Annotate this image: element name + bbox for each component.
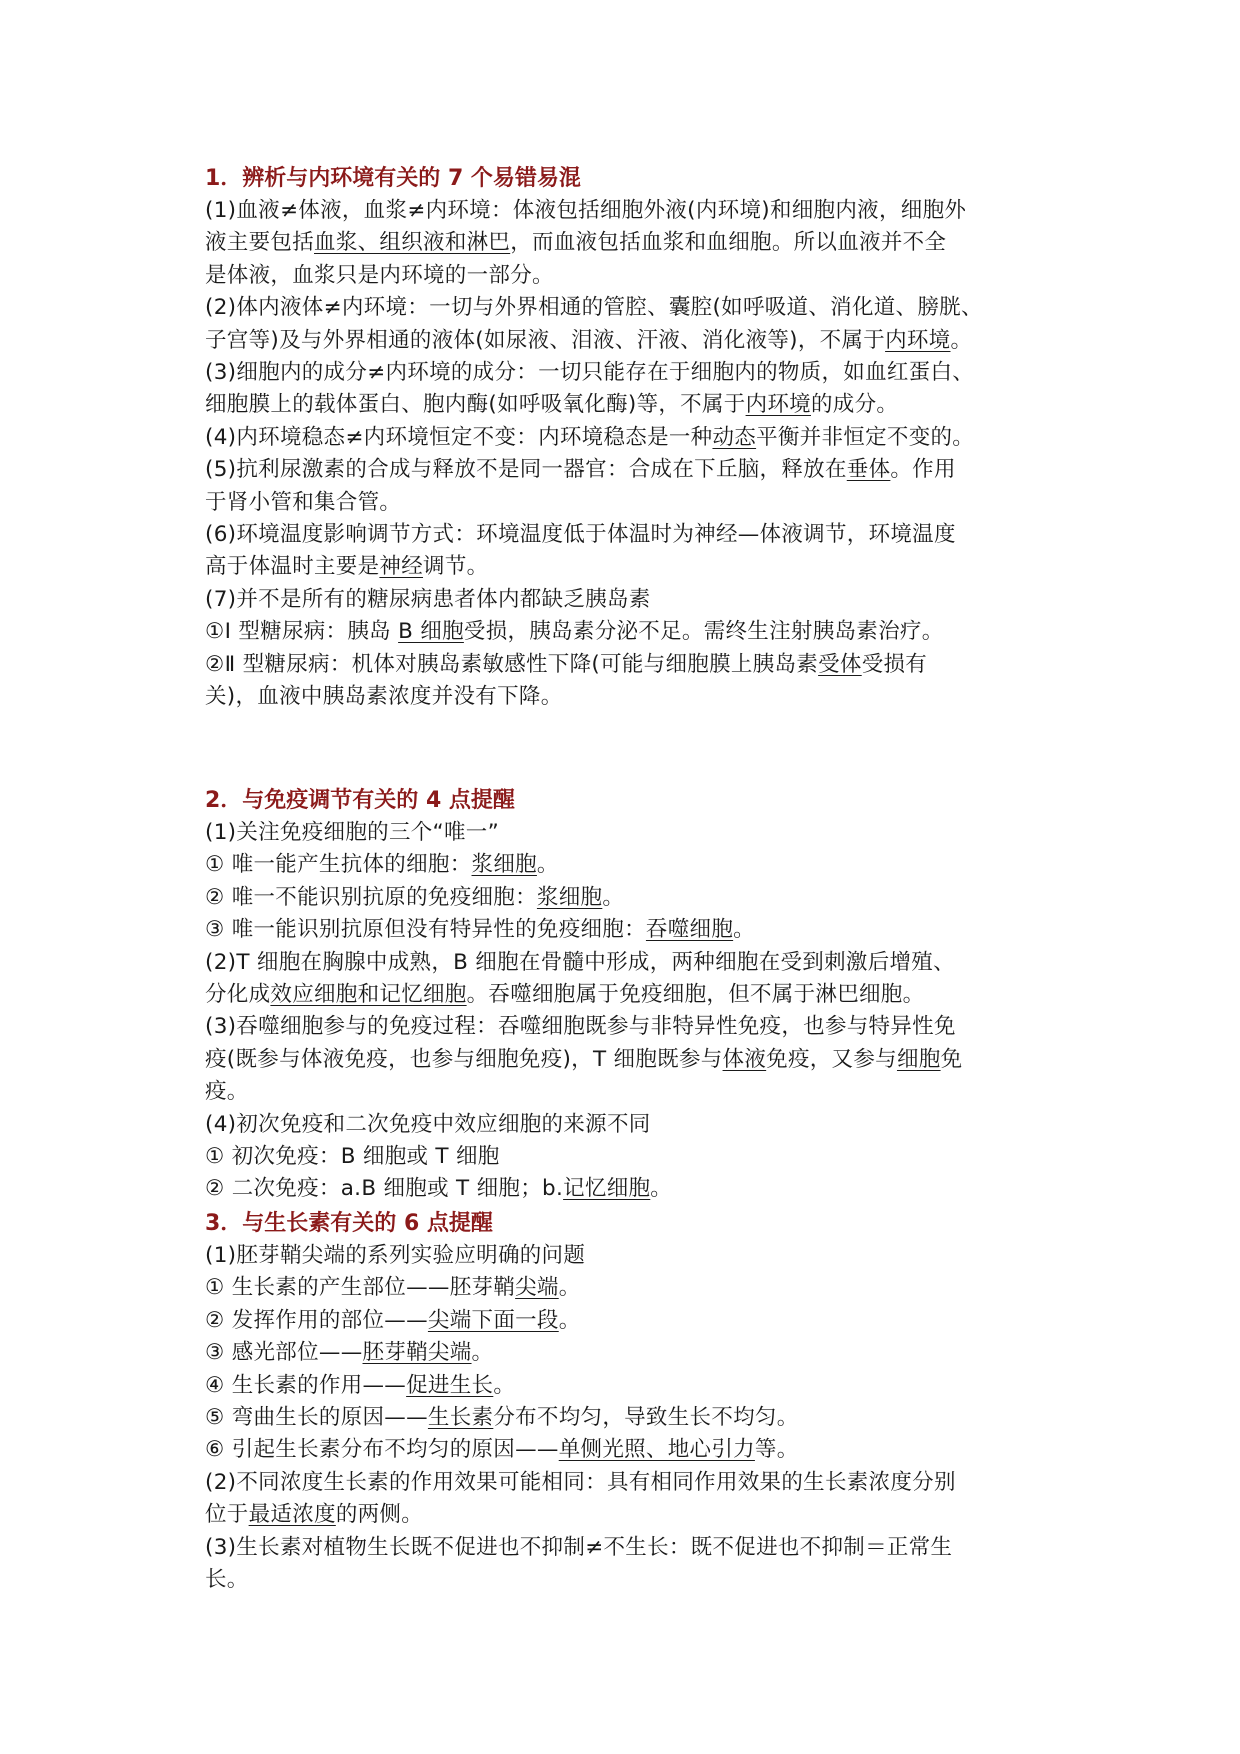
text-line <box>205 1305 1065 1337</box>
section-1 <box>205 163 1065 714</box>
underlined-answer: 胚芽鞘尖端 <box>362 1340 472 1366</box>
text-segment: 的成分。 <box>810 392 899 418</box>
underlined-answer: 浆细胞 <box>536 884 603 910</box>
text-segment: ②Ⅱ 型糖尿病：机体对胰岛素敏感性下降(可能与细胞膜上胰岛素 <box>205 651 819 677</box>
underlined-answer: 生长素 <box>427 1405 494 1431</box>
underlined-answer: 单侧光照、地心引力 <box>558 1437 755 1463</box>
text-segment: ① 唯一能产生抗体的细胞： <box>205 852 472 878</box>
text-segment: ⑤ 弯曲生长的原因—— <box>205 1405 428 1431</box>
text-segment: 。 <box>493 1372 516 1398</box>
text-line <box>205 1109 1065 1141</box>
text-segment: 的两侧。 <box>335 1502 424 1528</box>
underlined-answer: 尖端下面一段 <box>427 1307 559 1333</box>
text-segment: (1)血液≠体液，血浆≠内环境：体液包括细胞外液(内环境)和细胞内液，细胞外 <box>205 198 967 223</box>
text-line <box>205 681 1065 713</box>
underlined-answer: 吞噬细胞 <box>645 917 734 943</box>
text-segment: ② 二次免疫：a.B 细胞或 T 细胞；b. <box>205 1176 564 1202</box>
underlined-answer: 记忆细胞 <box>563 1176 651 1202</box>
underlined-answer: 内环境 <box>885 327 951 353</box>
text-segment: (2)体内液体≠内环境：一切与外界相通的管腔、囊腔(如呼吸道、消化道、膀胱、 <box>205 295 983 321</box>
text-segment: (5)抗利尿激素的合成与释放不是同一器官：合成在下丘脑，释放在 <box>205 457 847 483</box>
underlined-answer: 受体 <box>818 651 862 677</box>
text-segment: (1)胚芽鞘尖端的系列实验应明确的问题 <box>205 1243 586 1268</box>
text-line <box>205 519 1065 551</box>
text-segment: 。 <box>558 1275 581 1301</box>
underlined-answer: 垂体 <box>846 457 891 483</box>
text-segment: 。 <box>471 1340 494 1366</box>
text-line <box>205 1044 1065 1076</box>
text-segment: 。 <box>602 884 625 910</box>
section-body <box>205 817 1065 1206</box>
text-segment: ① 初次免疫：B 细胞或 T 细胞 <box>205 1144 500 1170</box>
section-body <box>205 195 1065 714</box>
underlined-answer: 浆细胞 <box>471 852 537 878</box>
text-segment: 分化成 <box>205 982 271 1008</box>
section-2 <box>205 785 1065 1206</box>
text-segment: 免疫，又参与 <box>766 1046 897 1072</box>
text-line <box>205 1467 1065 1499</box>
text-line <box>205 487 1065 519</box>
text-segment: 。吞噬细胞属于免疫细胞，但不属于淋巴细胞。 <box>466 982 925 1008</box>
text-line <box>205 817 1065 849</box>
text-line <box>205 849 1065 881</box>
text-segment: ④ 生长素的作用—— <box>205 1372 407 1398</box>
text-line <box>205 1337 1065 1369</box>
underlined-answer: 效应细胞和记忆细胞 <box>270 982 467 1008</box>
text-segment: 于肾小管和集合管。 <box>205 489 402 515</box>
text-segment: 长。 <box>205 1567 249 1593</box>
text-segment: (3)吞噬细胞参与的免疫过程：吞噬细胞既参与非特异性免疫，也参与特异性免 <box>205 1014 956 1040</box>
section-title: 2．与免疫调节有关的 4 点提醒 <box>205 788 515 813</box>
text-segment: 疫。 <box>205 1079 249 1105</box>
text-segment: 高于体温时主要是 <box>205 554 380 580</box>
text-segment: (3)细胞内的成分≠内环境的成分：一切只能存在于细胞内的物质，如血红蛋白、 <box>205 360 975 386</box>
text-line <box>205 882 1065 914</box>
text-line <box>205 1240 1065 1272</box>
text-line <box>205 584 1065 616</box>
text-line <box>205 422 1065 454</box>
text-segment: ② 发挥作用的部位—— <box>205 1307 428 1333</box>
text-line <box>205 1272 1065 1304</box>
text-segment: 分布不均匀，导致生长不均匀。 <box>493 1405 799 1431</box>
underlined-answer: 细胞 <box>896 1046 941 1072</box>
section-body <box>205 1240 1065 1596</box>
text-line <box>205 260 1065 292</box>
section-title: 3．与生长素有关的 6 点提醒 <box>205 1211 493 1236</box>
section-title: 1．辨析与内环境有关的 7 个易错易混 <box>205 166 581 191</box>
text-segment: ，而血液包括血浆和血细胞。所以血液并不全 <box>510 230 947 256</box>
text-line <box>205 551 1065 583</box>
text-segment: 位于 <box>205 1502 249 1528</box>
text-segment: 子宫等)及与外界相通的液体(如尿液、泪液、汗液、消化液等)，不属于 <box>205 327 886 353</box>
text-line <box>205 195 1065 227</box>
text-segment: 。 <box>950 327 973 353</box>
text-line <box>205 1532 1065 1564</box>
text-segment: 关)，血液中胰岛素浓度并没有下降。 <box>205 684 563 710</box>
text-segment: ①Ⅰ 型糖尿病：胰岛 <box>205 619 399 645</box>
text-segment: 受损有 <box>861 651 928 677</box>
underlined-answer: 促进生长 <box>406 1372 494 1398</box>
text-segment: ③ 唯一能识别抗原但没有特异性的免疫细胞： <box>205 917 646 943</box>
text-segment: 疫(既参与体液免疫，也参与细胞免疫)，T 细胞既参与 <box>205 1046 723 1072</box>
underlined-answer: 尖端 <box>515 1275 559 1301</box>
text-segment: 调节。 <box>423 554 489 580</box>
text-segment: (4)初次免疫和二次免疫中效应细胞的来源不同 <box>205 1111 651 1137</box>
text-segment: 免 <box>940 1046 963 1072</box>
text-segment: (4)内环境稳态≠内环境恒定不变：内环境稳态是一种 <box>205 424 713 450</box>
text-segment: 等。 <box>754 1437 799 1463</box>
text-segment: 。 <box>558 1307 581 1333</box>
text-line <box>205 389 1065 421</box>
text-line <box>205 649 1065 681</box>
text-line <box>205 1141 1065 1173</box>
text-segment: 液主要包括 <box>205 230 315 256</box>
text-line <box>205 1173 1065 1205</box>
text-line <box>205 1402 1065 1434</box>
text-segment: 。 <box>650 1176 673 1202</box>
text-segment: 受损，胰岛素分泌不足。需终生注射胰岛素治疗。 <box>463 619 944 645</box>
underlined-answer: 动态 <box>712 424 757 450</box>
text-line <box>205 979 1065 1011</box>
underlined-answer: 血浆、组织液和淋巴 <box>314 230 511 256</box>
text-segment: (1)关注免疫细胞的三个“唯一” <box>205 820 500 845</box>
text-line <box>205 1076 1065 1108</box>
underlined-answer: 最适浓度 <box>248 1502 336 1528</box>
underlined-answer: B 细胞 <box>398 619 464 645</box>
text-segment: ② 唯一不能识别抗原的免疫细胞： <box>205 884 537 910</box>
text-line <box>205 947 1065 979</box>
text-line <box>205 227 1065 259</box>
text-line <box>205 1434 1065 1466</box>
text-line <box>205 1011 1065 1043</box>
text-line <box>205 914 1065 946</box>
text-line <box>205 1499 1065 1531</box>
text-segment: 。作用 <box>890 457 956 483</box>
text-segment: ① 生长素的产生部位——胚芽鞘 <box>205 1275 516 1301</box>
text-segment: 是体液，血浆只是内环境的一部分。 <box>205 262 554 288</box>
text-line <box>205 1564 1065 1596</box>
underlined-answer: 体液 <box>722 1046 767 1072</box>
text-line <box>205 325 1065 357</box>
text-line <box>205 292 1065 324</box>
text-line <box>205 616 1065 648</box>
text-segment: (3)生长素对植物生长既不促进也不抑制≠不生长：既不促进也不抑制＝正常生 <box>205 1534 953 1560</box>
underlined-answer: 神经 <box>379 554 424 580</box>
section-3 <box>205 1208 1065 1596</box>
text-segment: (6)环境温度影响调节方式：环境温度低于体温时为神经—体液调节，环境温度 <box>205 522 956 548</box>
text-segment: (2)不同浓度生长素的作用效果可能相同：具有相同作用效果的生长素浓度分别 <box>205 1469 956 1495</box>
text-line <box>205 357 1065 389</box>
text-segment: 。 <box>536 852 559 878</box>
text-segment: 平衡并非恒定不变的。 <box>756 424 975 450</box>
text-segment: 。 <box>733 917 755 943</box>
text-segment: (7)并不是所有的糖尿病患者体内都缺乏胰岛素 <box>205 586 651 612</box>
text-line <box>205 1370 1065 1402</box>
text-line <box>205 454 1065 486</box>
underlined-answer: 内环境 <box>745 392 811 418</box>
text-segment: 细胞膜上的载体蛋白、胞内酶(如呼吸氧化酶)等，不属于 <box>205 392 746 418</box>
text-segment: ⑥ 引起生长素分布不均匀的原因—— <box>205 1437 559 1463</box>
text-segment: (2)T 细胞在胸腺中成熟，B 细胞在骨髓中形成，两种细胞在受到刺激后增殖、 <box>205 949 955 975</box>
text-segment: ③ 感光部位—— <box>205 1340 363 1366</box>
